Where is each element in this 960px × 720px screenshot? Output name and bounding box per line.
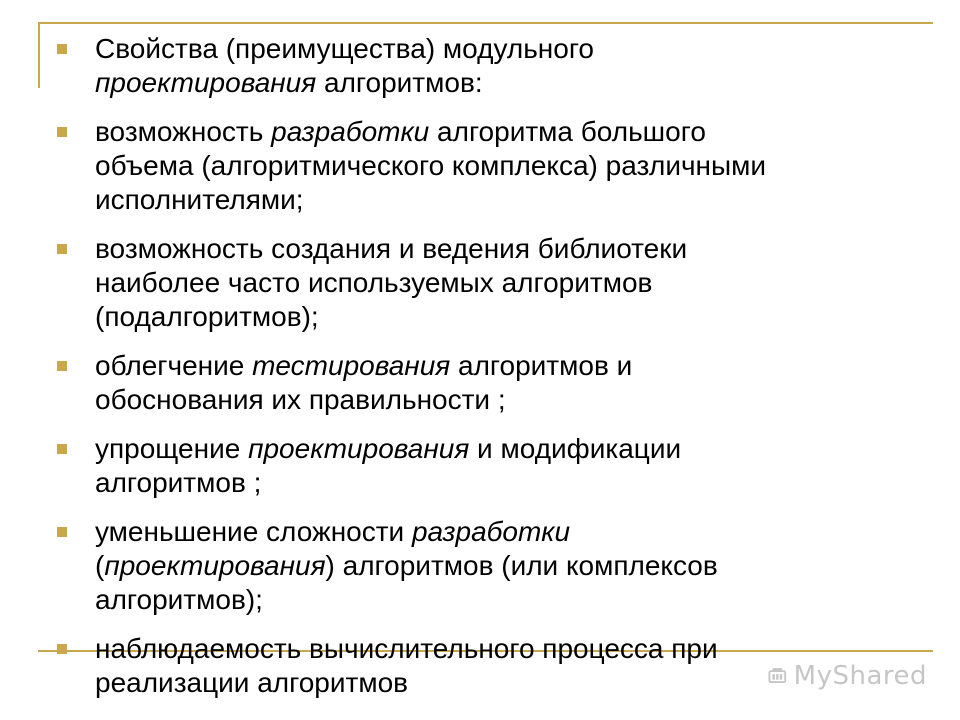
text-segment: возможность создания и ведения библиотеки <box>95 233 688 264</box>
bullet-line <box>95 349 842 383</box>
bullet-line <box>95 549 842 583</box>
text-segment: объема (алгоритмического комплекса) различными <box>95 150 767 181</box>
text-segment: алгоритмов и <box>450 350 633 381</box>
bullet-square-icon <box>57 361 67 371</box>
italic-term: разработки <box>411 516 571 547</box>
italic-term: проектирования <box>104 550 326 581</box>
bullet-line <box>95 183 842 217</box>
bullet-item <box>52 432 842 500</box>
italic-term: тестирования <box>252 350 451 381</box>
bullet-square-icon <box>57 44 67 54</box>
text-segment: алгоритма большого <box>429 116 706 147</box>
text-segment: реализации алгоритмов <box>95 667 409 698</box>
bullet-line <box>95 515 842 549</box>
bullet-line <box>95 583 842 617</box>
bullet-square-icon <box>57 444 67 454</box>
bullet-list <box>52 32 842 715</box>
bullet-line <box>95 632 842 666</box>
text-segment: ( <box>95 550 105 581</box>
bullet-line <box>95 266 842 300</box>
bullet-line <box>95 300 842 334</box>
bullet-line <box>95 32 842 66</box>
bullet-line <box>95 232 842 266</box>
text-segment: алгоритмов ; <box>95 467 262 498</box>
text-segment: облегчение <box>95 350 253 381</box>
bullet-line <box>95 383 842 417</box>
italic-term: проектирования <box>248 433 470 464</box>
bullet-item <box>52 515 842 617</box>
bullet-square-icon <box>57 527 67 537</box>
bullet-line <box>95 466 842 500</box>
bullet-item <box>52 32 842 100</box>
text-segment: алгоритмов: <box>316 67 483 98</box>
bullet-square-icon <box>57 644 67 654</box>
bullet-item <box>52 232 842 334</box>
bullet-line <box>95 115 842 149</box>
italic-term: проектирования <box>95 67 317 98</box>
bullet-square-icon <box>57 127 67 137</box>
watermark <box>767 656 927 696</box>
text-segment: и модификации <box>469 433 682 464</box>
text-segment: наблюдаемость вычислительного процесса при <box>95 633 718 664</box>
text-segment: ) алгоритмов (или комплексов <box>325 550 718 581</box>
left-rule <box>38 22 40 88</box>
bullet-square-icon <box>57 244 67 254</box>
text-segment: уменьшение сложности <box>95 516 412 547</box>
bullet-line <box>95 149 842 183</box>
bullet-item <box>52 632 842 700</box>
bullet-line <box>95 432 842 466</box>
top-rule <box>38 22 933 24</box>
text-segment: возможность <box>95 116 272 147</box>
bullet-line <box>95 666 842 700</box>
text-segment: упрощение <box>95 433 249 464</box>
bullet-item <box>52 115 842 217</box>
text-segment: обоснования их правильности ; <box>95 384 506 415</box>
bullet-item <box>52 349 842 417</box>
text-segment: (подалгоритмов); <box>95 301 319 332</box>
text-segment: алгоритмов); <box>95 584 263 615</box>
text-segment: наиболее часто используемых алгоритмов <box>95 267 653 298</box>
text-segment: исполнителями; <box>95 184 304 215</box>
bullet-line <box>95 66 842 100</box>
italic-term: разработки <box>271 116 430 147</box>
watermark-text: MyShared <box>793 661 927 691</box>
text-segment: Свойства (преимущества) модульного <box>95 33 594 64</box>
myshared-logo-icon <box>767 659 788 693</box>
